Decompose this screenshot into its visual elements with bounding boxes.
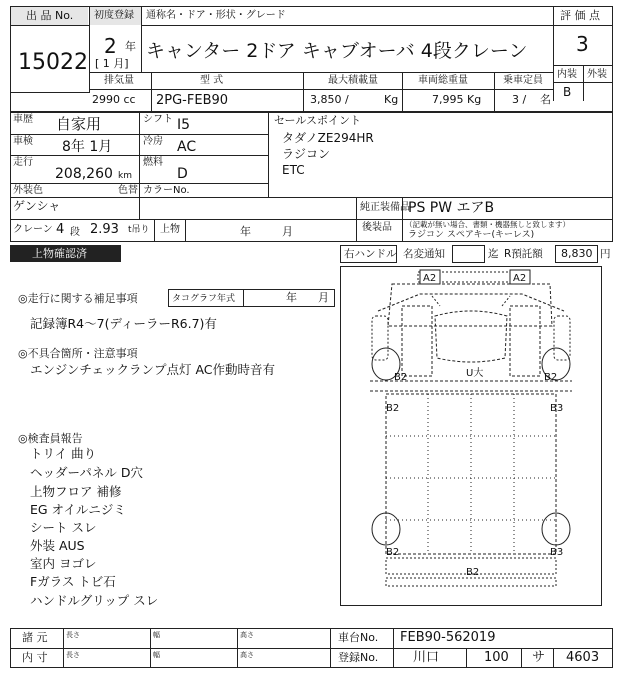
- interior-width-label: 幅: [153, 651, 160, 659]
- displacement-label: 排気量: [104, 75, 134, 86]
- interior-grade: B: [563, 85, 572, 99]
- mileage-unit: km: [118, 171, 132, 181]
- overall-grade: 3: [576, 32, 589, 56]
- reg-area: 川口: [413, 650, 440, 665]
- defects-heading: ◎不具合箇所・注意事項: [18, 347, 138, 360]
- standard-equipment-label: 純正装備品: [360, 202, 410, 213]
- crane-tonnage: 2.93: [90, 222, 119, 237]
- confirmed-banner-text: 上物確認済: [32, 247, 87, 260]
- upper-label: 上物: [160, 224, 180, 235]
- fuel-label: 燃料: [143, 157, 163, 168]
- mark-cab-left: B2: [394, 372, 408, 383]
- ext-color-label: 外装色: [13, 185, 43, 196]
- aftermarket-label: 後装品: [362, 222, 392, 233]
- shift: I5: [177, 117, 191, 133]
- history-label: 車歴: [13, 114, 33, 125]
- inspector-item: ヘッダーパネル D穴: [30, 465, 143, 480]
- tacho-year: 年: [286, 291, 297, 304]
- inspector-item: Fガラス トビ石: [30, 574, 116, 589]
- chassis-label: 車台No.: [338, 631, 379, 644]
- reg-number: 4603: [566, 650, 600, 665]
- interior-length-label: 長さ: [66, 651, 80, 659]
- interior-grade-label: 内装: [557, 69, 577, 80]
- interior-height-label: 高さ: [240, 651, 254, 659]
- meter-change-box: [452, 245, 485, 263]
- model-code-label: 型 式: [200, 75, 224, 86]
- inspector-item: トリイ 曲り: [30, 446, 97, 461]
- odometer-label: 迄: [488, 248, 499, 260]
- first-reg-month: [ 1 月]: [95, 57, 129, 70]
- gross-weight-label: 車両総重量: [418, 75, 468, 86]
- tacho-label: タコグラフ年式: [172, 294, 236, 304]
- vehicle-damage-diagram: [340, 266, 602, 606]
- inspector-item: 上物フロア 補修: [30, 484, 122, 499]
- recycle-label: R預託額: [504, 248, 543, 260]
- sales-point-3: ETC: [282, 163, 305, 177]
- aftermarket-note: （記載が無い場合、書類・機器無しと致します）: [405, 220, 570, 229]
- mileage: 208,260: [55, 166, 113, 182]
- mark-front-right: A2: [513, 273, 527, 284]
- inspector-item: 室内 ヨゴレ: [30, 556, 97, 571]
- max-load-unit: Kg: [384, 93, 399, 106]
- upper-year: 年: [240, 225, 251, 238]
- aircon: AC: [177, 139, 197, 155]
- dims-label: 諸 元: [22, 631, 48, 644]
- first-reg-label: 初度登録: [94, 10, 134, 21]
- mark-tail: B2: [466, 567, 480, 578]
- reg-class: 100: [484, 650, 509, 665]
- color-change-label: 色替: [118, 185, 138, 196]
- inspector-item: EG オイルニジミ: [30, 502, 126, 517]
- reg-label: 登録No.: [338, 651, 379, 664]
- lot-number: 15022: [18, 50, 88, 75]
- max-load: 3,850 /: [310, 93, 349, 106]
- history: 自家用: [56, 115, 102, 133]
- aftermarket-items: ラジコン スペアキー(キーレス): [408, 230, 535, 240]
- model-name: キャンター 2ドア キャブオーバ 4段クレーン: [146, 40, 528, 62]
- fuel: D: [177, 166, 188, 182]
- inspector-item: シート スレ: [30, 520, 97, 535]
- tacho-month: 月: [318, 291, 329, 304]
- reg-kana: サ: [532, 650, 546, 665]
- capacity: 3 /: [512, 93, 527, 106]
- steering: 右ハンドル: [344, 248, 397, 260]
- shift-label: シフト: [143, 114, 173, 125]
- mark-cab-right: B2: [544, 372, 558, 383]
- color-no-label: カラーNo.: [143, 185, 190, 196]
- recycle-amount: 8,830: [561, 247, 593, 260]
- mark-bed-center: U大: [466, 368, 484, 379]
- mark-side-right: B3: [550, 403, 564, 414]
- upper-month: 月: [282, 225, 293, 238]
- capacity-label: 乗車定員: [503, 75, 543, 86]
- chassis-no: FEB90-562019: [400, 630, 496, 645]
- sales-points-label: セールスポイント: [274, 114, 362, 127]
- mark-rear-left: B2: [386, 547, 400, 558]
- grade-label: 評 価 点: [560, 9, 600, 22]
- exterior-grade-label: 外装: [587, 69, 607, 80]
- displacement: 2990 cc: [92, 93, 136, 106]
- gross-weight: 7,995 Kg: [432, 93, 482, 106]
- first-reg-year: 2: [104, 34, 117, 58]
- inspector-heading: ◎検査員報告: [18, 432, 83, 445]
- model-name-label: 通称名・ドア・形状・グレード: [146, 10, 286, 21]
- width-label: 幅: [153, 631, 160, 639]
- crane-label: クレーン: [13, 224, 53, 235]
- inspector-item: 外装 AUS: [30, 538, 85, 553]
- recycle-unit: 円: [600, 248, 611, 260]
- interior-dims-label: 内 寸: [22, 651, 48, 664]
- crane-stages: 4: [56, 222, 65, 237]
- driving-heading: ◎走行に関する補足事項: [18, 292, 138, 305]
- ext-color: ゲンシャ: [13, 199, 61, 213]
- crane-ton-unit: t吊り: [128, 225, 150, 235]
- height-label: 高さ: [240, 631, 254, 639]
- mark-rear-right: B3: [550, 547, 564, 558]
- first-reg-year-unit: 年: [125, 40, 136, 53]
- capacity-unit: 名: [540, 93, 551, 106]
- mark-side-left: B2: [386, 403, 400, 414]
- defects-text: エンジンチェックランプ点灯 AC作動時音有: [30, 362, 276, 377]
- crane-stage-unit: 段: [70, 227, 80, 238]
- sales-point-1: タダノZE294HR: [282, 131, 374, 145]
- aircon-label: 冷房: [143, 136, 163, 147]
- driving-text: 記録簿R4～7(ディーラーR6.7)有: [30, 316, 217, 331]
- lot-label: 出 品 No.: [26, 9, 74, 22]
- inspector-item: ハンドルグリップ スレ: [30, 593, 159, 608]
- sales-point-2: ラジコン: [282, 147, 331, 161]
- max-load-label: 最大積載量: [328, 75, 378, 86]
- mark-front-left: A2: [423, 273, 437, 284]
- inspection-label: 車検: [13, 136, 33, 147]
- model-code: 2PG-FEB90: [156, 93, 229, 108]
- inspection: 8年 1月: [62, 139, 113, 155]
- mileage-label: 走行: [13, 157, 33, 168]
- length-label: 長さ: [66, 631, 80, 639]
- meter-change-label: 名変通知: [403, 248, 445, 260]
- standard-equipment: PS PW エアB: [408, 200, 495, 216]
